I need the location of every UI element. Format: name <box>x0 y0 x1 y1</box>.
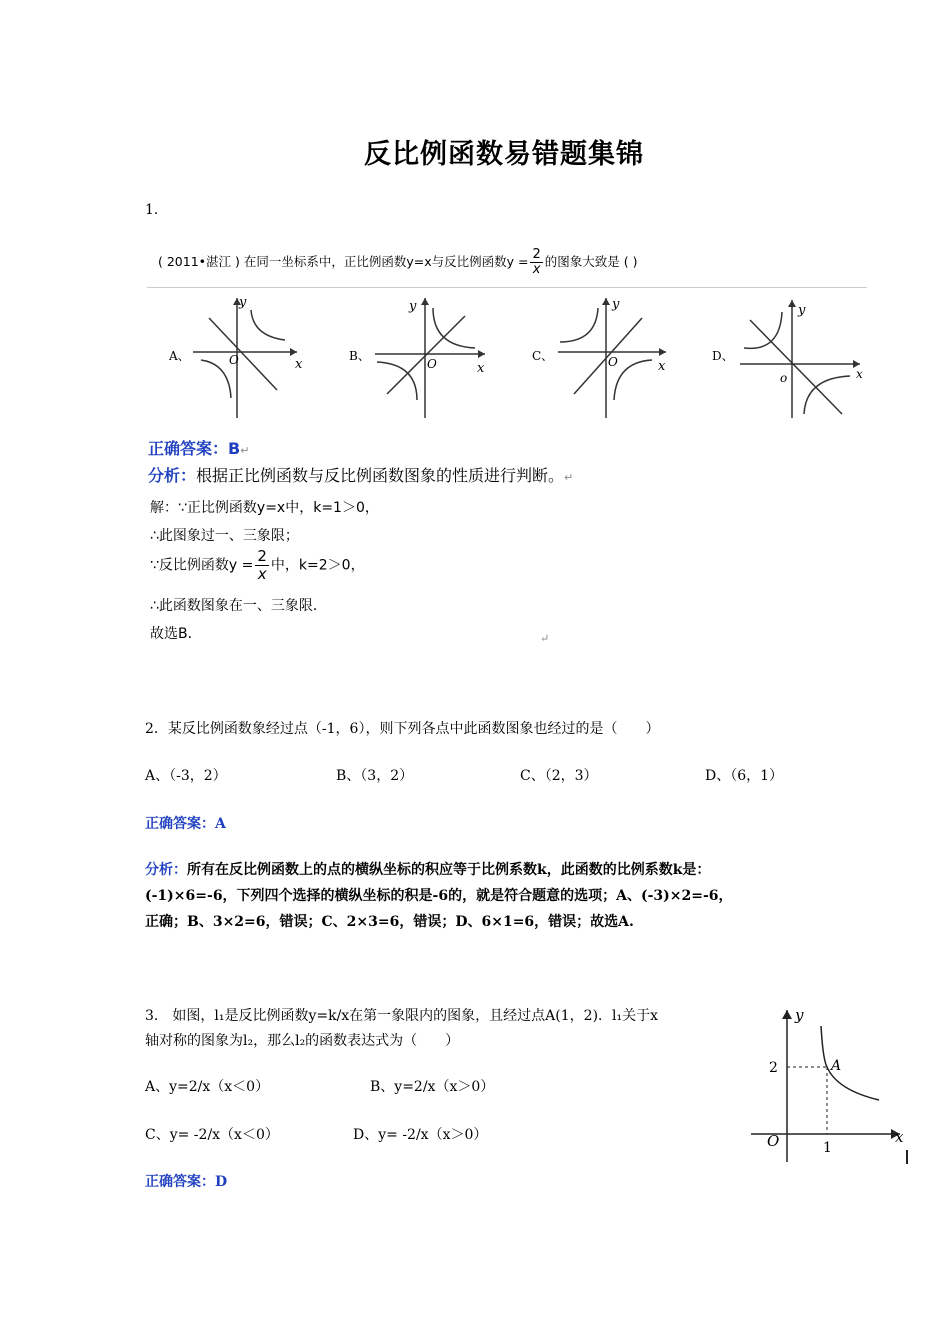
q3-stem-line2: 轴对称的图象为l₂，那么l₂的函数表达式为（ ） <box>145 1033 460 1049</box>
q3-stem-line1: 3． 如图，l₁是反比例函数y=k/x在第一象限内的图象，且经过点A(1，2)．l₁关于x <box>145 1008 659 1024</box>
q3-graph <box>745 1000 915 1174</box>
q3-option-a: A、y=2/x（x＜0） <box>145 1079 270 1095</box>
svg-text:x: x <box>477 361 485 376</box>
q1-divider <box>147 287 867 288</box>
q3-graph-tick-y: 2 <box>769 1060 778 1076</box>
q1-stem-post: 的图象大致是 ( ) <box>544 254 638 269</box>
q1-option-c-label: C、 <box>532 349 554 363</box>
q1-analysis: 分析：根据正比例函数与反比例函数图象的性质进行判断。↵ <box>148 466 574 485</box>
q1-solution-line4: ∴此函数图象在一、三象限． <box>150 598 327 614</box>
svg-text:O: O <box>427 357 437 371</box>
q3-graph-tick-x: 1 <box>823 1140 832 1156</box>
q1-option-a-label: A、 <box>169 349 190 363</box>
svg-text:y: y <box>798 303 806 318</box>
svg-text:x: x <box>295 357 303 372</box>
q3-graph-x-label: x <box>895 1128 904 1146</box>
q1-option-b-label: B、 <box>349 349 370 363</box>
svg-text:y: y <box>612 297 620 312</box>
q1-graph-c <box>530 290 680 434</box>
svg-text:y: y <box>409 299 417 314</box>
svg-text:x: x <box>658 359 666 374</box>
page-title: 反比例函数易错题集锦 <box>364 139 644 170</box>
q1-graph-d <box>710 290 870 434</box>
q3-option-c: C、y= -2/x（x＜0） <box>145 1127 279 1143</box>
svg-text:y: y <box>239 295 247 310</box>
q2-option-a: A、（-3，2） <box>145 768 227 784</box>
q2-option-b: B、（3，2） <box>336 768 414 784</box>
q1-solution-line5: 故选B． <box>150 626 202 642</box>
q1-answer: 正确答案：B↵ <box>148 439 250 458</box>
q2-analysis-line3: 正确；B、3×2=6，错误；C、2×3=6，错误；D、6×1=6，错误；故选A. <box>145 914 634 930</box>
q3-graph-origin: O <box>767 1132 780 1150</box>
q2-stem: 2．某反比例函数象经过点（-1，6），则下列各点中此函数图象也经过的是（ ） <box>145 721 660 737</box>
q3-option-b: B、y=2/x（x＞0） <box>370 1079 495 1095</box>
q3-answer: 正确答案：D <box>145 1174 228 1190</box>
q2-answer: 正确答案：A <box>145 816 226 832</box>
q1-solution-line2: ∴此图象过一、三象限； <box>150 528 299 544</box>
q1-return-mark: ↵ <box>540 632 550 645</box>
q2-analysis-line2: (-1)×6=-6，下列四个选择的横纵坐标的积是-6的，就是符合题意的选项；A、(-3)×2=-6， <box>145 888 733 904</box>
q3-graph-point-label: A <box>831 1058 842 1074</box>
svg-text:x: x <box>856 367 863 381</box>
svg-text:O: O <box>608 355 618 369</box>
q1-stem-pre: ( 2011•湛江 ) 在同一坐标系中，正比例函数y=x与反比例函数y = <box>158 254 529 269</box>
q2-analysis-line1: 分析：所有在反比例函数上的点的横纵坐标的积应等于比例系数k，此函数的比例系数k是： <box>145 862 711 878</box>
svg-text:o: o <box>780 371 788 385</box>
q1-graph-b <box>347 290 497 434</box>
q1-graph-a <box>165 290 315 434</box>
q1-stem <box>158 248 637 277</box>
q2-option-c: C、（2，3） <box>520 768 598 784</box>
q3-option-d: D、y= -2/x（x＞0） <box>353 1127 488 1143</box>
q1-number: 1. <box>145 202 159 218</box>
q1-stem-fraction: $\frac{2}{x}$ <box>532 247 541 277</box>
q1-option-d-label: D、 <box>712 349 734 363</box>
q3-graph-y-label: y <box>795 1006 804 1024</box>
q1-solution-line1: 解：∵正比例函数y=x中，k=1＞0， <box>150 500 379 516</box>
q1-solution-line3: ∵反比例函数y = $\frac{2}{x}$ 中，k=2＞0， <box>150 547 365 583</box>
svg-text:O: O <box>229 353 239 367</box>
q2-option-d: D、（6，1） <box>705 768 784 784</box>
